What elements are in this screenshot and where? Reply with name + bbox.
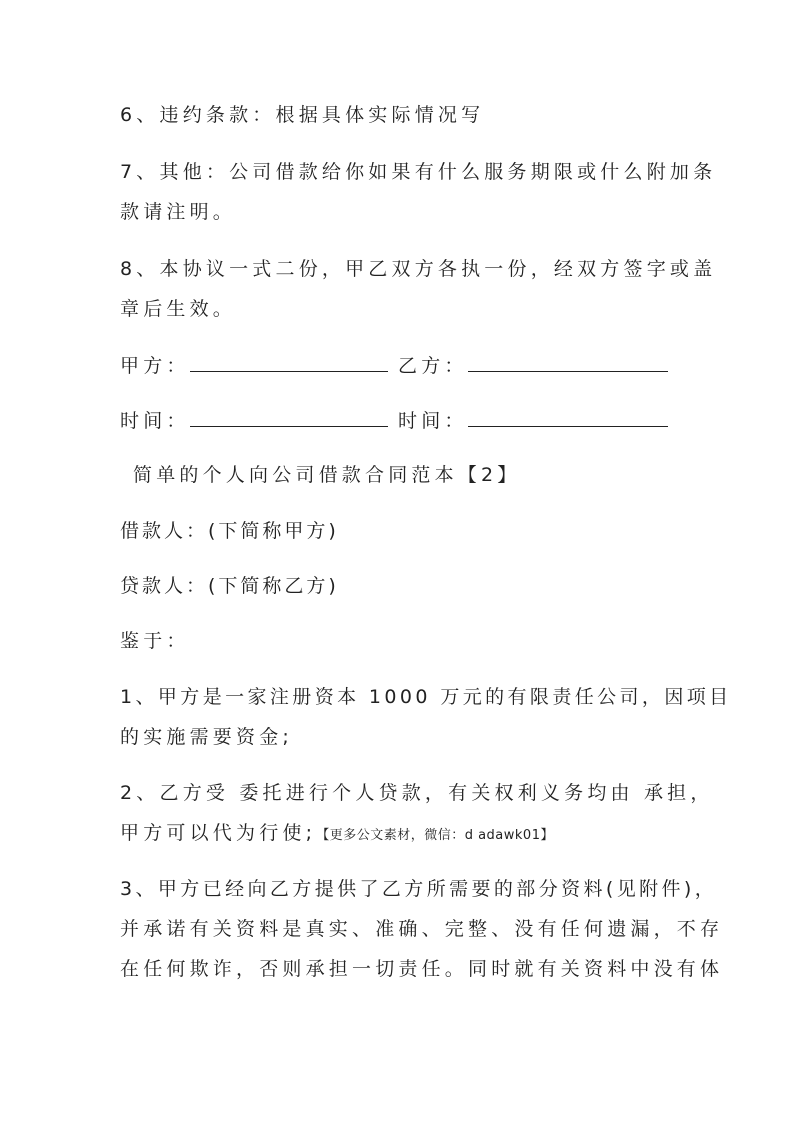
party-a-label: 甲方： xyxy=(120,355,190,377)
recital-1-line-2: 的实施需要资金; xyxy=(120,726,294,748)
recital-1-line-1: 1、甲方是一家注册资本 1000 万元的有限责任公司，因项目 xyxy=(120,686,732,708)
clause-8-line-1: 8、本协议一式二份，甲乙双方各执一份，经双方签字或盖 xyxy=(120,258,717,280)
party-b-signature xyxy=(398,357,668,376)
clause-7-line-1: 7、其他：公司借款给你如果有什么服务期限或什么附加条 xyxy=(120,161,717,183)
recital-2-line-1: 2、乙方受 委托进行个人贷款，有关权利义务均由 承担， xyxy=(120,782,714,804)
clause-6: 6、违约条款：根据具体实际情况写 xyxy=(120,104,485,126)
whereas-line: 鉴于： xyxy=(120,630,190,652)
borrower-line: 借款人：(下简称甲方) xyxy=(120,520,339,542)
clause-8-line-2: 章后生效。 xyxy=(120,298,237,320)
recital-2-line-2-text: 甲方可以代为行使; xyxy=(120,822,317,844)
party-a-date-rule xyxy=(190,425,388,427)
contract-heading: 简单的个人向公司借款合同范本【2】 xyxy=(133,464,521,486)
recital-3-line-3: 在任何欺诈，否则承担一切责任。同时就有关资料中没有体 xyxy=(120,958,724,980)
recital-2-line-2 xyxy=(120,824,554,843)
clause-7-line-2: 款请注明。 xyxy=(120,201,237,223)
recital-3-line-2: 并承诺有关资料是真实、准确、完整、没有任何遗漏，不存 xyxy=(120,918,724,940)
party-a-date xyxy=(120,412,388,431)
time-label-b: 时间： xyxy=(398,410,468,432)
party-b-date xyxy=(398,412,668,431)
party-b-date-rule xyxy=(468,425,668,427)
party-a-signature-rule xyxy=(190,370,388,372)
party-b-label: 乙方： xyxy=(398,355,468,377)
party-b-signature-rule xyxy=(468,370,668,372)
recital-3-line-1: 3、甲方已经向乙方提供了乙方所需要的部分资料(见附件)， xyxy=(120,878,718,900)
lender-line: 贷款人：(下简称乙方) xyxy=(120,575,339,597)
footnote-note: 【更多公文素材，微信：d adawk01】 xyxy=(316,828,554,843)
time-label-a: 时间： xyxy=(120,410,190,432)
party-a-signature xyxy=(120,357,388,376)
